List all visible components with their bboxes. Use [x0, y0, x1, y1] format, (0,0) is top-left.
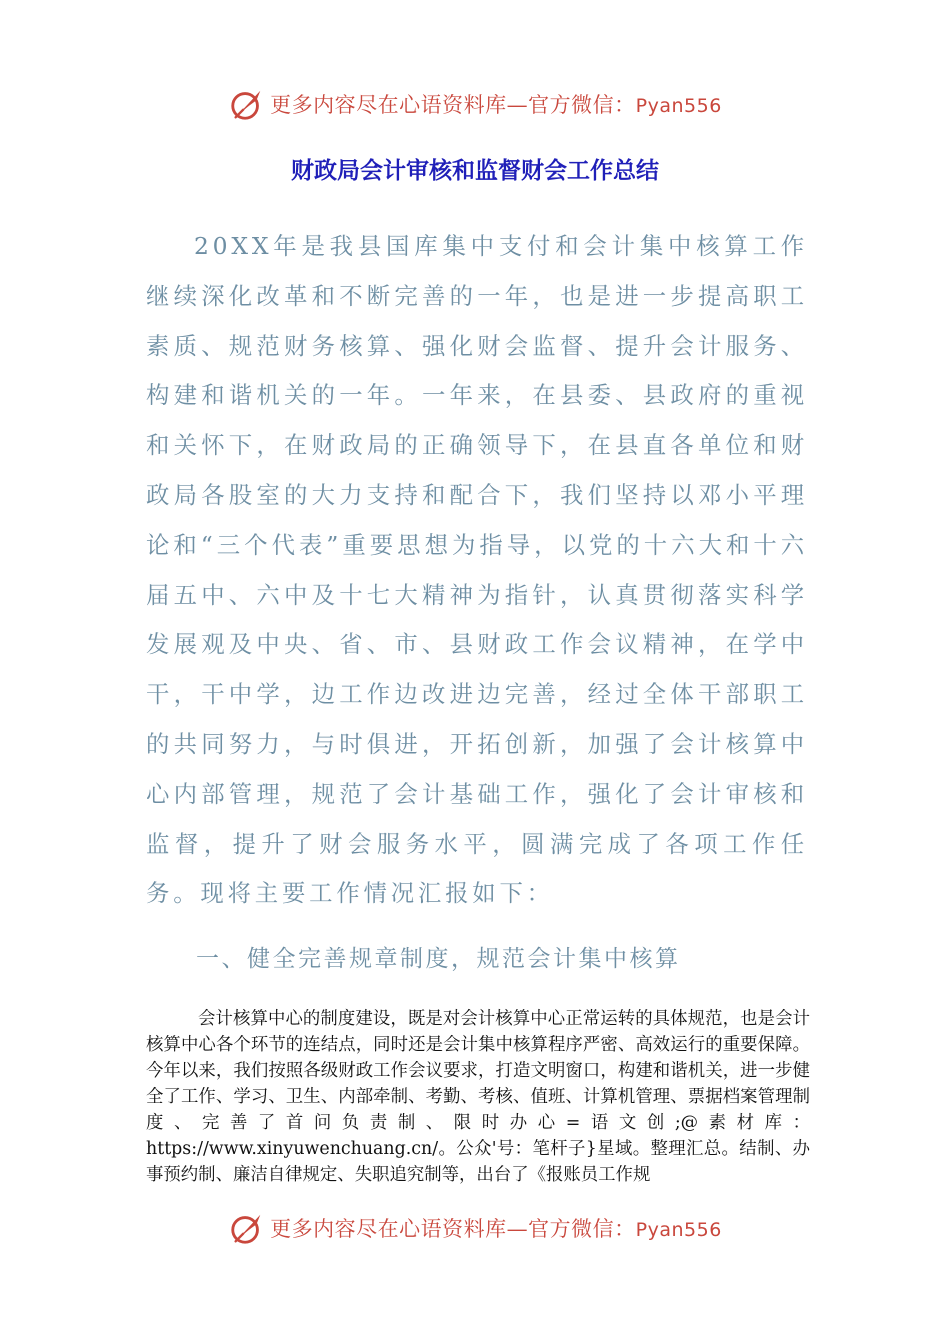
header-banner [0, 84, 950, 124]
banner-text: 更多内容尽在心语资料库—官方微信：Pyan556 [270, 1217, 722, 1241]
banner-text: 更多内容尽在心语资料库—官方微信：Pyan556 [270, 93, 722, 117]
section-heading: 一、健全完善规章制度，规范会计集中核算 [196, 946, 681, 972]
wechat-id: Pyan556 [635, 1219, 722, 1241]
intro-paragraph: 20XX年是我县国库集中支付和会计集中核算工作继续深化改革和不断完善的一年，也是进一步提高职工素质、规范财务核算、强化财会监督、提升会计服务、构建和谐机关的一年。一年来，在县委、县政府的重视和关怀下，在财政局的正确领导下，在县直各单位和财政局各股室的大力支持和配合下，我们坚持以邓小平理论和“三个代表”重要思想为指导，以党的十六大和十六届五中、六中及十七大精神为指针，认真贯彻落实科学发展观及中央、省、市、县财政工作会议精神，在学中干，干中学，边工作边改进边完善，经过全体干部职工的共同努力，与时俱进，开拓创新，加强了会计核算中心内部管理，规范了会计基础工作，强化了会计审核和监督，提升了财会服务水平，圆满完成了各项工作任务。现将主要工作情况汇报如下： [146, 232, 808, 908]
quill-logo-icon [228, 1209, 266, 1247]
footer-banner [0, 1208, 950, 1248]
quill-logo-icon [228, 85, 266, 123]
section-paragraph: 会计核算中心的制度建设，既是对会计核算中心正常运转的具体规范，也是会计核算中心各个环节的连结点，同时还是会计集中核算程序严密、高效运行的重要保障。今年以来，我们按照各级财政工作会议要求，打造文明窗口，构建和谐机关，进一步健全了工作、学习、卫生、内部牵制、考勤、考核、值班、计算机管理、票据档案管理制度、完善了首问负责制、限时办心=语文创;@素材库：https://www.xinyuwenchuang.cn/。公众'号：笔杆子}星域。整理汇总。结制、办事预约制、廉洁自律规定、失职追究制等，出台了《报账员工作规 [146, 1009, 810, 1185]
document-title: 财政局会计审核和监督财会工作总结 [291, 158, 659, 184]
wechat-id: Pyan556 [635, 95, 722, 117]
